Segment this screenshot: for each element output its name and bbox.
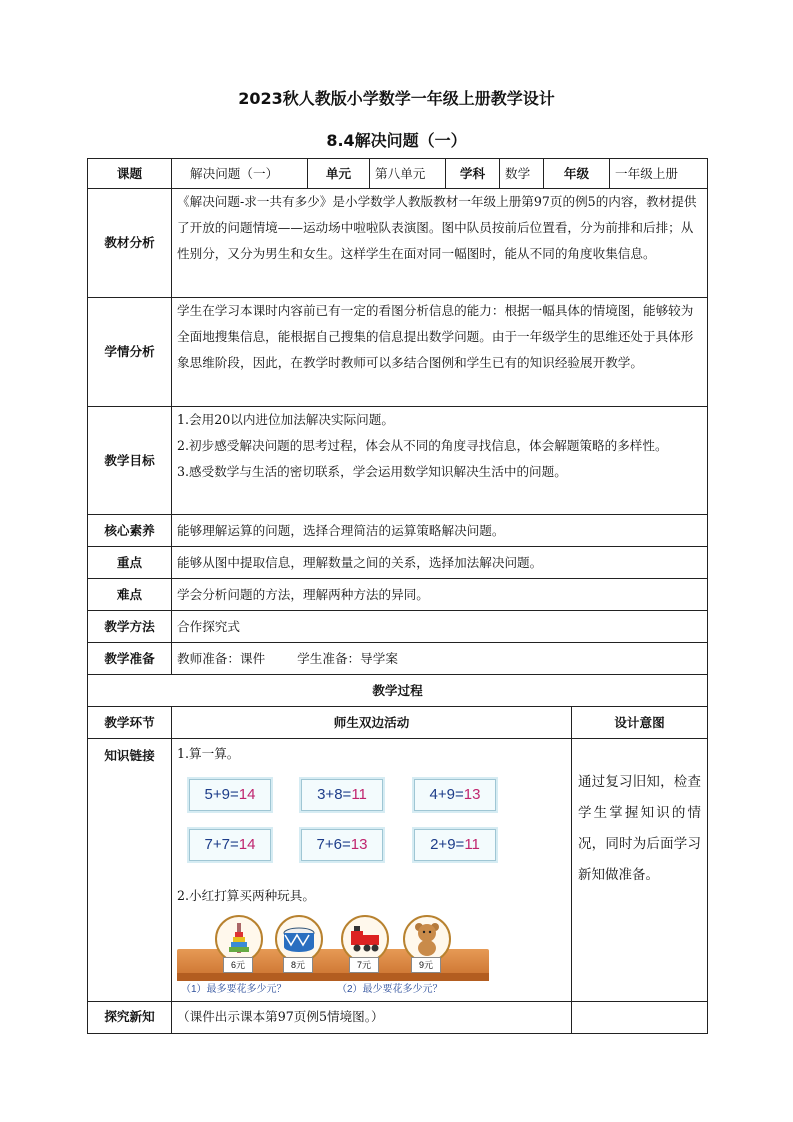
equation-card xyxy=(414,779,496,811)
textbook-row xyxy=(88,189,708,298)
difficulty-text: 学会分析问题的方法，理解两种方法的异同。 xyxy=(172,579,708,611)
explore-activity: （课件出示课本第97页例5情境图。） xyxy=(172,1001,572,1033)
col-activity: 师生双边活动 xyxy=(172,707,572,739)
equation-card xyxy=(189,779,271,811)
goal-item-3: 3.感受数学与生活的密切联系，学会运用数学知识解决生活中的问题。 xyxy=(177,463,567,479)
unit-value: 第八单元 xyxy=(370,159,446,189)
stage-explore: 探究新知 xyxy=(88,1001,172,1033)
method-text: 合作探究式 xyxy=(172,611,708,643)
toy-train-icon xyxy=(341,915,389,963)
shelf-edge xyxy=(177,973,489,981)
goal-item-1: 1.会用20以内进位加法解决实际问题。 xyxy=(177,412,394,427)
textbook-label: 教材分析 xyxy=(88,189,172,298)
prep-text: 教师准备：课件 学生准备：导学案 xyxy=(172,643,708,675)
key-row xyxy=(88,547,708,579)
toy-shelf xyxy=(177,913,489,1001)
process-heading: 教学过程 xyxy=(88,675,708,707)
equation-lhs: 4+9= xyxy=(429,785,464,803)
prep-row xyxy=(88,643,708,675)
question-1: （1）最多要花多少元？ xyxy=(181,983,287,995)
explore-intent xyxy=(572,1001,708,1033)
knowledge-row xyxy=(88,739,708,1002)
item-toys: 2.小红打算买两种玩具。 xyxy=(177,887,315,903)
equation-rhs: 14 xyxy=(238,785,256,803)
equation-rhs: 13 xyxy=(350,835,368,853)
topic-label: 课题 xyxy=(88,159,172,189)
explore-row xyxy=(88,1001,708,1033)
equation-rhs: 14 xyxy=(238,835,256,853)
equation-card xyxy=(301,829,383,861)
student-row xyxy=(88,298,708,407)
equation-lhs: 7+7= xyxy=(204,835,239,853)
key-text: 能够从图中提取信息，理解数量之间的关系，选择加法解决问题。 xyxy=(172,547,708,579)
intent-text: 通过复习旧知，检查学生掌握知识的情况，同时为后面学习新知做准备。 xyxy=(572,739,708,1002)
process-columns-row xyxy=(88,707,708,739)
subject-value: 数学 xyxy=(500,159,544,189)
difficulty-label: 难点 xyxy=(88,579,172,611)
lesson-plan-table xyxy=(87,158,708,1034)
prep-label xyxy=(88,643,172,675)
price-tag: 6元 xyxy=(223,957,253,973)
col-intent: 设计意图 xyxy=(572,707,708,739)
goal-label: 教学目标 xyxy=(88,407,172,515)
grade-label: 年级 xyxy=(544,159,610,189)
core-text: 能够理解运算的问题，选择合理简洁的运算策略解决问题。 xyxy=(172,515,708,547)
process-heading-row xyxy=(88,675,708,707)
student-label: 学情分析 xyxy=(88,298,172,407)
unit-label: 单元 xyxy=(308,159,370,189)
core-label: 核心素养 xyxy=(88,515,172,547)
teddy-bear-icon xyxy=(403,915,451,963)
info-row xyxy=(88,159,708,189)
equation-rhs: 13 xyxy=(463,785,481,803)
stage-knowledge: 知识链接 xyxy=(88,739,172,1002)
goal-item-2: 2.初步感受解决问题的思考过程，体会从不同的角度寻找信息，体会解题策略的多样性。 xyxy=(177,437,668,453)
document-title: 2023秋人教版小学数学一年级上册教学设计 xyxy=(238,89,555,108)
prep-label-text: 教学准备 xyxy=(104,650,155,666)
lesson-subtitle: 8.4解决问题（一） xyxy=(326,131,467,150)
grade-value: 一年级上册 xyxy=(610,159,708,189)
equation-rhs: 11 xyxy=(351,785,367,803)
equation-lhs: 3+8= xyxy=(317,785,352,803)
method-label: 教学方法 xyxy=(88,611,172,643)
knowledge-activity xyxy=(172,739,572,1002)
equation-lhs: 5+9= xyxy=(204,785,239,803)
difficulty-row xyxy=(88,579,708,611)
item-calc: 1.算一算。 xyxy=(177,746,240,761)
col-stage: 教学环节 xyxy=(88,707,172,739)
drum-icon xyxy=(275,915,323,963)
goal-cell xyxy=(172,407,708,515)
subject-label: 学科 xyxy=(446,159,500,189)
equation-card xyxy=(301,779,383,811)
equation-lhs: 7+6= xyxy=(316,835,351,853)
price-tag: 9元 xyxy=(411,957,441,973)
topic-value: 解决问题（一） xyxy=(172,159,308,189)
ring-stacker-icon xyxy=(215,915,263,963)
equation-lhs: 2+9= xyxy=(430,835,465,853)
equation-card xyxy=(414,829,496,861)
equation-card xyxy=(189,829,271,861)
equation-grid xyxy=(177,771,566,883)
goal-row xyxy=(88,407,708,515)
textbook-text: 《解决问题-求一共有多少》是小学数学人教版教材一年级上册第97页的例5的内容，教材提供了开放的问题情境——运动场中啦啦队表演图。图中队员按前后位置看，分为前排和后排；从性别分，又分为男生和女生。这样学生在面对同一幅图时，能从不同的角度收集信息。 xyxy=(172,189,708,298)
price-tag: 8元 xyxy=(283,957,313,973)
price-tag: 7元 xyxy=(349,957,379,973)
core-row xyxy=(88,515,708,547)
equation-rhs: 11 xyxy=(464,835,480,853)
method-row xyxy=(88,611,708,643)
question-2: （2）最少要花多少元？ xyxy=(337,983,443,995)
key-label: 重点 xyxy=(88,547,172,579)
student-text: 学生在学习本课时内容前已有一定的看图分析信息的能力：根据一幅具体的情境图，能够较为全面地搜集信息，能根据自己搜集的信息提出数学问题。由于一年级学生的思维还处于具体形象思维阶段，因此，在教学时教师可以多结合图例和学生已有的知识经验展开教学。 xyxy=(172,298,708,407)
